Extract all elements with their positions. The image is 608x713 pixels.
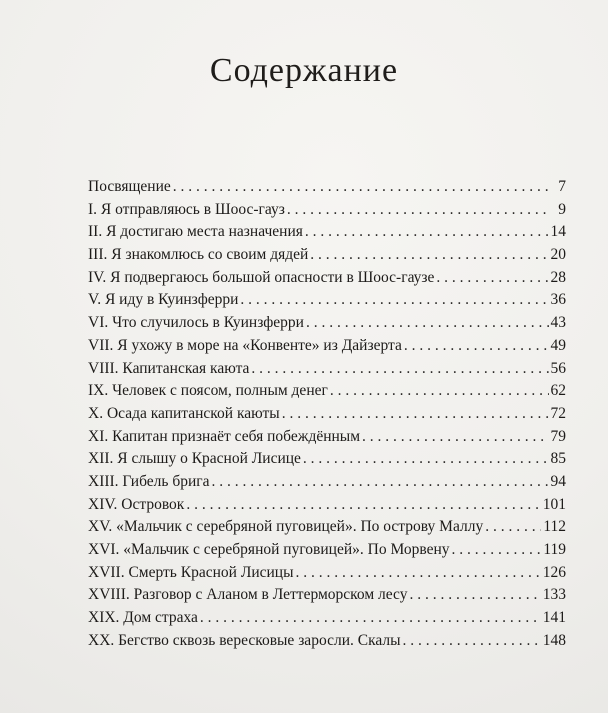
toc-entry [88, 403, 566, 426]
toc-entry [88, 630, 566, 653]
toc-entry-title: X. Осада капитанской каюты [88, 404, 280, 422]
toc-entry-page: 101 [542, 495, 566, 513]
dot-leader [287, 199, 550, 222]
toc-entry-title: I. Я отправляюсь в Шоос-гауз [88, 200, 285, 218]
toc-entry-title: VI. Что случилось в Куинзферри [88, 314, 304, 332]
toc-entry-page: 49 [550, 336, 566, 354]
toc-entry-page: 133 [542, 586, 566, 604]
toc-entry-page: 62 [550, 382, 566, 400]
toc-entry-page: 94 [550, 472, 566, 490]
toc-entry [88, 289, 566, 312]
toc-entry-title: III. Я знакомлюсь со своим дядей [88, 246, 309, 264]
dot-leader [330, 380, 549, 403]
toc-entry-page: 85 [550, 450, 566, 468]
toc-entry-title: VIII. Капитанская каюта [88, 359, 250, 377]
toc-entry-title: XIV. Островок [88, 495, 185, 513]
dot-leader [404, 335, 549, 358]
toc-entry-page: 148 [542, 631, 566, 649]
toc-entry [88, 312, 566, 335]
toc-entry [88, 494, 566, 517]
toc-entry [88, 448, 566, 471]
toc-entry [88, 176, 566, 199]
toc-entry [88, 584, 566, 607]
toc-entry-page: 9 [558, 200, 566, 218]
toc-entry-page: 36 [550, 291, 566, 309]
toc-entry-title: V. Я иду в Куинзферри [88, 291, 239, 309]
page-title: Содержание [209, 52, 399, 89]
table-of-contents [88, 176, 566, 652]
toc-entry-title: XIX. Дом страха [88, 609, 198, 627]
toc-entry-page: 7 [558, 178, 566, 195]
toc-entry [88, 221, 566, 244]
dot-leader [310, 244, 548, 267]
toc-entry [88, 539, 566, 562]
toc-entry-page: 126 [542, 563, 566, 581]
toc-entry-page: 14 [550, 223, 566, 241]
dot-leader [303, 448, 549, 471]
dot-leader [173, 176, 550, 199]
toc-entry-page: 56 [550, 359, 566, 377]
toc-entry [88, 358, 566, 381]
toc-entry-page: 141 [542, 609, 566, 627]
dot-leader [403, 630, 541, 653]
dot-leader [200, 607, 541, 630]
dot-leader [452, 539, 542, 562]
toc-entry [88, 380, 566, 403]
dot-leader [409, 584, 540, 607]
toc-entry-page: 112 [543, 518, 566, 536]
toc-entry [88, 607, 566, 630]
toc-entry-title: XIII. Гибель брига [88, 472, 210, 490]
toc-entry [88, 199, 566, 222]
toc-entry-page: 43 [550, 314, 566, 332]
dot-leader [240, 289, 548, 312]
toc-entry-title: XV. «Мальчик с серебряной пуговицей». По острову Маллу [88, 518, 484, 536]
dot-leader [296, 562, 541, 585]
toc-entry-title: XVIII. Разговор с Аланом в Леттерморском лесу [88, 586, 408, 604]
toc-entry [88, 267, 566, 290]
toc-entry-page: 28 [550, 268, 566, 286]
toc-entry-title: XX. Бегство сквозь вересковые заросли. Скалы [88, 631, 401, 649]
toc-entry [88, 471, 566, 494]
toc-entry [88, 516, 566, 539]
dot-leader [212, 471, 549, 494]
toc-entry [88, 562, 566, 585]
toc-entry [88, 426, 566, 449]
toc-entry [88, 335, 566, 358]
dot-leader [186, 494, 540, 517]
toc-entry-title: IV. Я подвергаюсь большой опасности в Шоос-гаузе [88, 268, 435, 286]
toc-entry-title: IX. Человек с поясом, полным денег [88, 382, 328, 400]
toc-entry-title: XI. Капитан признаёт себя побеждённым [88, 427, 361, 445]
toc-entry-page: 72 [550, 404, 566, 422]
toc-entry-title: VII. Я ухожу в море на «Конвенте» из Дайзерта [88, 336, 402, 354]
dot-leader [251, 358, 548, 381]
dot-leader [305, 221, 549, 244]
toc-entry [88, 244, 566, 267]
toc-entry-title: XVII. Смерть Красной Лисицы [88, 563, 294, 581]
toc-entry-page: 20 [550, 246, 566, 264]
toc-entry-page: 79 [550, 427, 566, 445]
toc-entry-title: XVI. «Мальчик с серебряной пуговицей». По Морвену [88, 541, 450, 558]
toc-entry-title: Посвящение [88, 178, 171, 195]
toc-entry-title: II. Я достигаю места назначения [88, 223, 303, 241]
toc-entry-page: 119 [543, 541, 566, 558]
dot-leader [362, 426, 548, 449]
dot-leader [282, 403, 549, 426]
dot-leader [485, 516, 541, 539]
dot-leader [306, 312, 549, 335]
dot-leader [436, 267, 548, 290]
toc-entry-title: XII. Я слышу о Красной Лисице [88, 450, 301, 468]
